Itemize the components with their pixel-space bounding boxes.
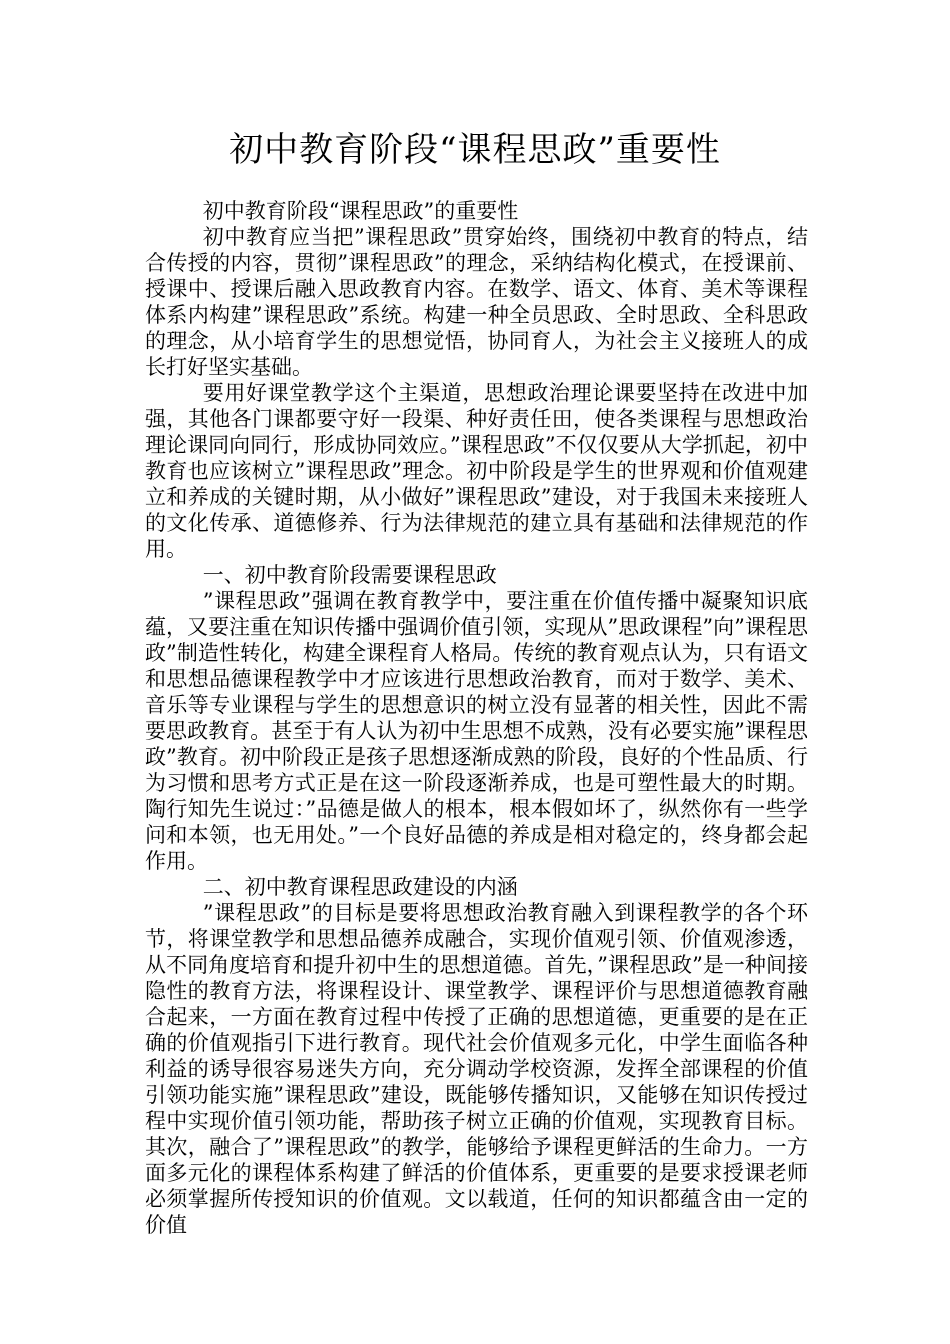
body-paragraph: 要用好课堂教学这个主渠道，思想政治理论课要坚持在改进中加强，其他各门课都要守好一段渠、种好责任田，使各类课程与思想政治理论课同向同行，形成协同效应。”课程思政”不仅仅要从大学抓起，初中教育也应该树立”课程思政”理念。初中阶段是学生的世界观和价值观建立和养成的关键时期，从小做好”课程思政”建设，对于我国未来接班人的文化传承、道德修养、行为法律规范的建立具有基础和法律规范的作用。: [145, 381, 808, 561]
subtitle-paragraph: 初中教育阶段“课程思政”的重要性: [202, 199, 519, 223]
body-paragraph: ”课程思政”强调在教育教学中，要注重在价值传播中凝聚知识底蕴，又要注重在知识传播中强调价值引领，实现从”思政课程”向”课程思政”制造性转化，构建全课程育人格局。传统的教育观点认为，只有语文和思想品德课程教学中才应该进行思想政治教育，而对于数学、美术、音乐等专业课程与学生的思想意识的树立没有显著的相关性，因此不需要思政教育。甚至于有人认为初中生思想不成熟，没有必要实施”课程思政”教育。初中阶段正是孩子思想逐渐成熟的阶段，良好的个性品质、行为习惯和思考方式正是在这一阶段逐渐养成，也是可塑性最大的时期。陶行知先生说过：”品德是做人的根本，根本假如坏了，纵然你有一些学问和本领，也无用处。”一个良好品德的养成是相对稳定的，终身都会起作用。: [145, 589, 808, 873]
body-paragraph: 初中教育应当把”课程思政”贯穿始终，围绕初中教育的特点，结合传授的内容，贯彻”课程思政”的理念，采纳结构化模式，在授课前、授课中、授课后融入思政教育内容。在数学、语文、体育、美术等课程体系内构建”课程思政”系统。构建一种全员思政、全时思政、全科思政的理念，从小培育学生的思想觉悟，协同育人，为社会主义接班人的成长打好坚实基础。: [145, 225, 808, 379]
body-paragraph: ”课程思政”的目标是要将思想政治教育融入到课程教学的各个环节，将课堂教学和思想品德养成融合，实现价值观引领、价值观渗透，从不同角度培育和提升初中生的思想道德。首先，”课程思政”是一种间接隐性的教育方法，将课程设计、课堂教学、课程评价与思想道德教育融合起来，一方面在教育过程中传授了正确的思想道德，更重要的是在正确的价值观指引下进行教育。现代社会价值观多元化，中学生面临各种利益的诱导很容易迷失方向，充分调动学校资源，发挥全部课程的价值引领功能实施”课程思政”建设，既能够传播知识，又能够在知识传授过程中实现价值引领功能，帮助孩子树立正确的价值观，实现教育目标。其次，融合了”课程思政”的教学，能够给予课程更鲜活的生命力。一方面多元化的课程体系构建了鲜活的价值体系，更重要的是要求授课老师必须掌握所传授知识的价值观。文以载道，任何的知识都蕴含由一定的价值: [145, 901, 808, 1237]
section-heading: 一、初中教育阶段需要课程思政: [202, 563, 497, 587]
document-title: 初中教育阶段“课程思政”重要性: [229, 130, 721, 170]
section-heading: 二、初中教育课程思政建设的内涵: [202, 875, 518, 899]
document-body: [145, 198, 808, 1238]
